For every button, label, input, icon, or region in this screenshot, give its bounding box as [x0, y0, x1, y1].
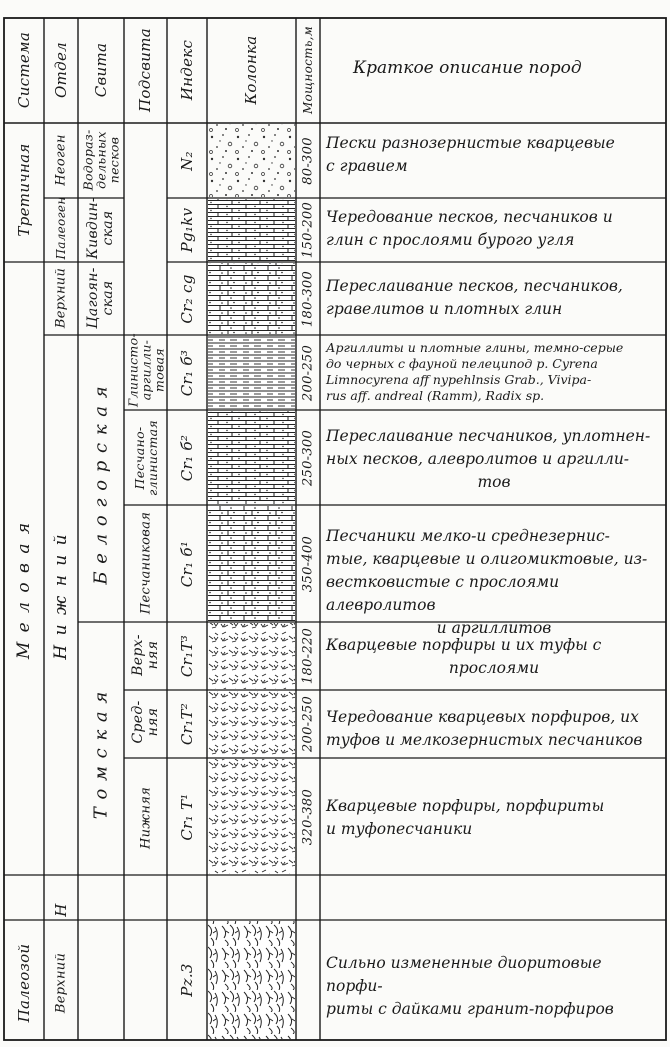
- division-paleogene: Палеоген: [54, 196, 68, 260]
- row-index: Cr₁ б¹: [178, 540, 196, 587]
- row-description: [326, 340, 662, 404]
- description-line: прослоями: [448, 659, 540, 677]
- header-index: Индекс: [178, 39, 196, 101]
- row-description: [326, 132, 662, 178]
- row-description: [326, 634, 662, 680]
- description-line: Сильно измененные диоритовые порфи-: [326, 954, 602, 995]
- description-line: Переслаивание песков, песчаников,: [326, 277, 623, 295]
- system-tertiary: Третичная: [15, 143, 33, 237]
- description-line: Пески разнозернистые кварцевые: [326, 134, 615, 152]
- description-line: глин с прослоями бурого угля: [326, 231, 575, 249]
- description-line: и аргиллитов: [436, 619, 552, 637]
- description-line: до черных с фауной пелеципод р. Cyrena: [326, 356, 598, 371]
- subsuite-verkh: Верх- няя: [130, 634, 161, 676]
- row-description: [326, 275, 662, 321]
- system-paleozoic: Палеозой: [15, 943, 33, 1023]
- description-line: Кварцевые порфиры и их туфы с: [326, 636, 602, 654]
- header-suite-cell: [78, 18, 124, 123]
- lithology-fill: [208, 336, 295, 409]
- description-line: Limnocyrena aff nypehlnsis Grab., Vivipa-: [326, 372, 592, 387]
- description-line: Аргиллиты и плотные глины, темно-серые: [326, 340, 624, 355]
- subsuite-nizh: Нижняя: [138, 786, 154, 850]
- header-thickness-cell: [296, 18, 320, 123]
- row-thickness: 80-300: [300, 136, 316, 185]
- suite-tomskaya: Т о м с к а я: [90, 690, 112, 820]
- division-lower-tail: Н: [52, 903, 70, 917]
- description-line: вестковистые с прослоями алевролитов: [326, 573, 560, 614]
- row-thickness: 200-250: [300, 344, 316, 401]
- division-neogene: Неоген: [53, 134, 69, 186]
- lithology-fill: [208, 691, 295, 757]
- description-line: ных песков, алевролитов и аргилли-: [326, 450, 630, 468]
- row-index: Cr₁T³: [178, 634, 196, 678]
- header-column-cell: [207, 18, 296, 123]
- description-line: Переслаивание песчаников, уплотнен-: [326, 427, 651, 445]
- row-index: N₂: [178, 150, 196, 171]
- row-thickness: 350-400: [300, 535, 316, 592]
- description-line: гравелитов и плотных глин: [326, 300, 563, 318]
- suite-belogorskaya: Б е л о г о р с к а я: [90, 385, 112, 585]
- lithology-fill: [208, 921, 295, 1039]
- division-upper: Верхний: [53, 267, 69, 329]
- description-line: и туфопесчаники: [326, 820, 473, 838]
- row-thickness: 180-220: [300, 627, 316, 685]
- lithology-fill: [208, 506, 295, 621]
- header-division-cell: [44, 18, 78, 123]
- row-description: [326, 795, 662, 841]
- row-thickness: 200-250: [300, 695, 316, 753]
- header-column: Колонка: [242, 35, 260, 105]
- row-index: Cr₁T²: [178, 702, 196, 746]
- description-line: Кварцевые порфиры, порфириты: [326, 797, 605, 815]
- header-subsuite-cell: [124, 18, 167, 123]
- division-paleozoic-upper: Верхний: [53, 952, 69, 1014]
- row-index: Cr₁ б²: [178, 434, 196, 481]
- description-line: Чередование песков, песчаников и: [326, 208, 613, 226]
- description-line: Песчаники мелко-и среднезернис-: [326, 527, 610, 545]
- header-description: Краткое описание пород: [353, 58, 582, 78]
- row-thickness: 250-300: [300, 429, 316, 486]
- lithology-fill: [208, 199, 295, 261]
- subsuite-glinisto: Глинисто- аргилли- товая: [125, 333, 167, 407]
- description-line: с гравием: [326, 157, 408, 175]
- system-cretaceous: М е л о в а я: [14, 520, 34, 660]
- description-line: риты с дайками гранит-порфиров: [326, 1000, 614, 1018]
- row-description: [326, 425, 662, 494]
- subsuite-peschano: Песчано- глинистая: [132, 420, 160, 496]
- description-line: туфов и мелкозернистых песчаников: [326, 731, 643, 749]
- subsuite-peschanik: Песчаниковая: [138, 511, 154, 615]
- division-lower: Н и ж н и й: [51, 532, 71, 660]
- description-line: rus aff. andreal (Ramm), Radix sp.: [326, 388, 545, 403]
- row-description: [326, 206, 662, 252]
- subsuite-sred: Сред- няя: [130, 700, 161, 744]
- header-index-cell: [167, 18, 207, 123]
- row-thickness: 320-380: [300, 788, 316, 845]
- lithology-fill: [208, 263, 295, 334]
- description-line: тов: [477, 473, 511, 491]
- header-system: Система: [15, 31, 33, 109]
- lithology-fill: [208, 759, 295, 874]
- row-index: Cr₁ б³: [178, 349, 196, 396]
- row-index: Cr₂ cg: [178, 273, 196, 324]
- lithology-fill: [208, 411, 295, 504]
- header-suite: Свита: [92, 42, 110, 98]
- row-thickness: 180-300: [300, 270, 316, 327]
- description-line: тые, кварцевые и олигомиктовые, из-: [326, 550, 648, 568]
- suite-vodorazdelnyh: Водораз- дельных песков: [80, 129, 122, 191]
- row-thickness: 150-200: [300, 201, 316, 259]
- row-description: [326, 952, 662, 1021]
- description-line: Чередование кварцевых порфиров, их: [326, 708, 639, 726]
- row-index: Cr₁ T¹: [178, 792, 196, 841]
- header-division: Отдел: [52, 42, 70, 98]
- header-system-cell: [4, 18, 44, 123]
- header-subsuite: Подсвита: [136, 28, 154, 112]
- lithology-fill: [208, 623, 295, 689]
- row-description: [326, 525, 662, 640]
- lithology-fill: [208, 124, 295, 197]
- header-thickness: Мощность,м: [301, 25, 315, 115]
- suite-kivdinskaya: Кивдин- ская: [85, 197, 116, 259]
- row-index: Pz.3: [178, 963, 196, 997]
- suite-tsagayanskaya: Цагоян- ская: [85, 267, 116, 329]
- row-index: Pg₁kv: [178, 207, 196, 253]
- row-description: [326, 706, 662, 752]
